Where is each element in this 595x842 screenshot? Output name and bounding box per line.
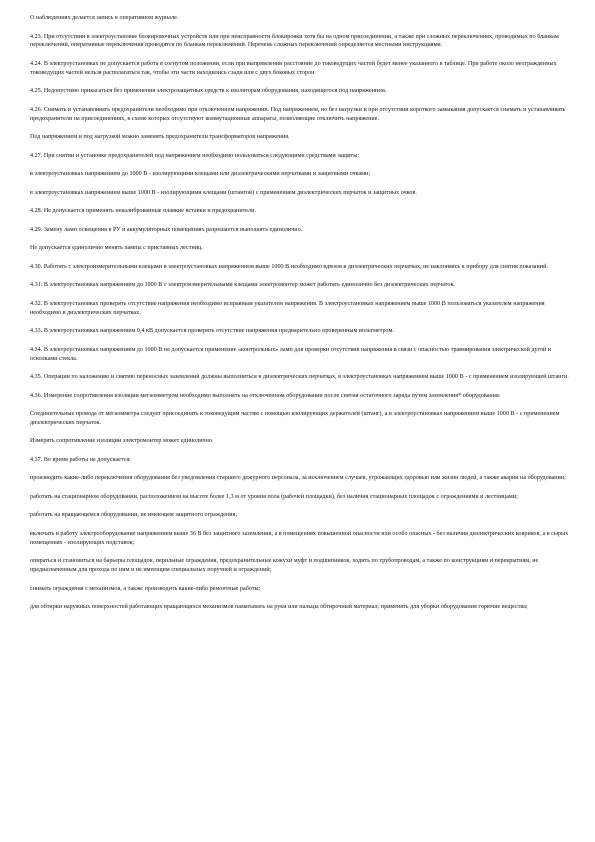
paragraph-4-32: 4.32. В электроустановках проверять отсутствие напряжения необходимо исправным указателем напряжения. В электроустановках напряжением выше 1000 В пользоваться указателем напряжения необходимо в диэлектрических перчатках. [30, 300, 545, 316]
paragraph-4-35: 4.35. Операции по наложению и снятию переносных заземлений должны выполняться в диэлектрических перчатках, в электроустановках напряжением выше 1000 В - с применением изолирующей штанги. [30, 374, 569, 381]
paragraph-4-31: 4.31. В электроустановках напряжением до 1000 В с электроизмерительными клещами электромонтер может работать единолично без диэлектрических перчаток. [30, 282, 455, 289]
paragraph-no-rotating-unguarded: работать на вращающемся оборудовании, не имеющем защитного ограждения; [30, 512, 238, 519]
paragraph-no-leaning-barriers: опираться и становиться на барьеры площадок, перильные ограждения, предохранительные кожухи муфт и подшипников, ходить по трубопроводам, а также по конструкциям и перекрытиям, не предназначенным для прохода по ним и не имеющим специальных поручней и ограждений; [30, 558, 539, 574]
paragraph-fuse-voltage-transformers: Под напряжением и под нагрузкой можно заменять предохранители трансформаторов напряжения. [30, 134, 290, 141]
paragraph-no-switching: производить какие-либо переключения оборудования без уведомления старшего дежурного персонала, за исключением случаев, угрожающих здоровью или жизни людей, а также аварии на оборудовании; [30, 475, 566, 482]
paragraph-4-27: 4.27. При снятии и установке предохранителей под напряжением необходимо пользоваться следующими средствами защиты: [30, 152, 360, 159]
document-body [30, 14, 570, 622]
paragraph-no-height-work: работать на стационарном оборудовании, расположенном на высоте более 1,3 м от уровня пола (рабочей площадки), без наличия стационарных площадок с ограждениями и лестницами; [30, 493, 518, 500]
paragraph-4-34: 4.34. В электроустановках напряжением до 1000 В не допускается применение «контрольных» ламп для проверки отсутствия напряжения в связи с опасностью травмирования электрической дугой и осколками стекла. [30, 346, 552, 362]
paragraph-4-29: 4.29. Замену ламп освещения в РУ и аккумуляторных помещениях разрешается выполнять единолично. [30, 226, 303, 233]
paragraph-no-wrapping-rags: для обтирки наружных поверхностей работающих вращающихся механизмов наматывать на руки или пальцы обтирочный материал; применять для уборки оборудования горючие вещества; [30, 604, 528, 611]
paragraph-4-24: 4.24. В электроустановках не допускается работа в согнутом положении, если при выпрямлении расстояние до токоведущих частей будет менее указанного в таблице. При работе около неогражденных токоведущих частей нельзя располагаться так, чтобы эти части находились сзади или с двух боковых сторон. [30, 60, 557, 76]
paragraph-4-36: 4.36. Измерение сопротивления изоляции мегаомметром необходимо выполнять на отключенном оборудовании после снятия остаточного заряда путем заземления* оборудования. [30, 392, 501, 399]
paragraph-4-26: 4.26. Снимать и устанавливать предохранители необходимо при отключенном напряжении. Под напряжением, но без нагрузки и при отсутствии короткого замыкания допускается снимать и устанавливать предохранители на присоединениях, в схеме которых отсутствуют коммутационные аппараты, позволяющие отключить напряжение. [30, 106, 566, 122]
paragraph-4-37: 4.37. Во время работы не допускается: [30, 456, 131, 463]
paragraph-no-ungrounded: включать в работу электрооборудование напряжением выше 36 В без защитного заземления, а в помещениях повышенной опасности или особо опасных - без наличия диэлектрических ковриков, а в сырых помещениях - изолирующих подставок; [30, 530, 569, 546]
paragraph-4-33: 4.33. В электроустановках напряжением 0,4 кВ допускается проверять отсутствие напряжения предварительно проверенным вольтметром. [30, 328, 394, 335]
paragraph-megger-leads: Соединительные провода от мегаомметра следует присоединять к токоведущим частям с помощью изолирующих держателей (штанг), а в электроустановках напряжением выше 1000 В - с применением диэлектрических перчаток. [30, 411, 560, 426]
paragraph-up-to-1000v: в электроустановках напряжением до 1000 В - изолирующими клещами или диэлектрическими перчатками и защитными очками; [30, 171, 371, 178]
paragraph-4-28: 4.28. Не допускается применять некалиброванные плавкие вставки и предохранители. [30, 208, 256, 215]
paragraph-no-removing-guards: снимать ограждения с механизмов, а также производить какие-либо ремонтные работы; [30, 585, 261, 592]
paragraph-4-30: 4.30. Работать с электроизмерительными клещами в электроустановках напряжением выше 1000 В необходимо вдвоем в диэлектрических перчатках, не наклоняясь к прибору для снятия показаний. [30, 263, 548, 270]
paragraph-4-25: 4.25. Недопустимо прикасаться без применения электрозащитных средств к изоляторам оборудования, находящегося под напряжением. [30, 88, 387, 95]
paragraph-insulation-solo: Измерять сопротивление изоляции электромонтер может единолично. [30, 438, 214, 445]
paragraph-ladder-note: Не допускается единолично менять лампы с приставных лестниц. [30, 245, 203, 252]
paragraph-observation-note: О наблюдениях делается запись в оперативном журнале. [30, 15, 179, 21]
paragraph-4-23: 4.23. При отсутствии в электроустановке блокировочных устройств или при неисправности блокировки хотя бы на одном присоединении, а также при сложных переключениях, проводимых по бланкам переключений, оперативные переключения проводятся по бланкам переключений. Перечень сложных переключений определяется местными инструкциями. [30, 33, 559, 49]
paragraph-above-1000v: в электроустановках напряжением выше 1000 В - изолирующими клещами (штангой) с применением диэлектрических перчаток и защитных очков. [30, 189, 417, 196]
